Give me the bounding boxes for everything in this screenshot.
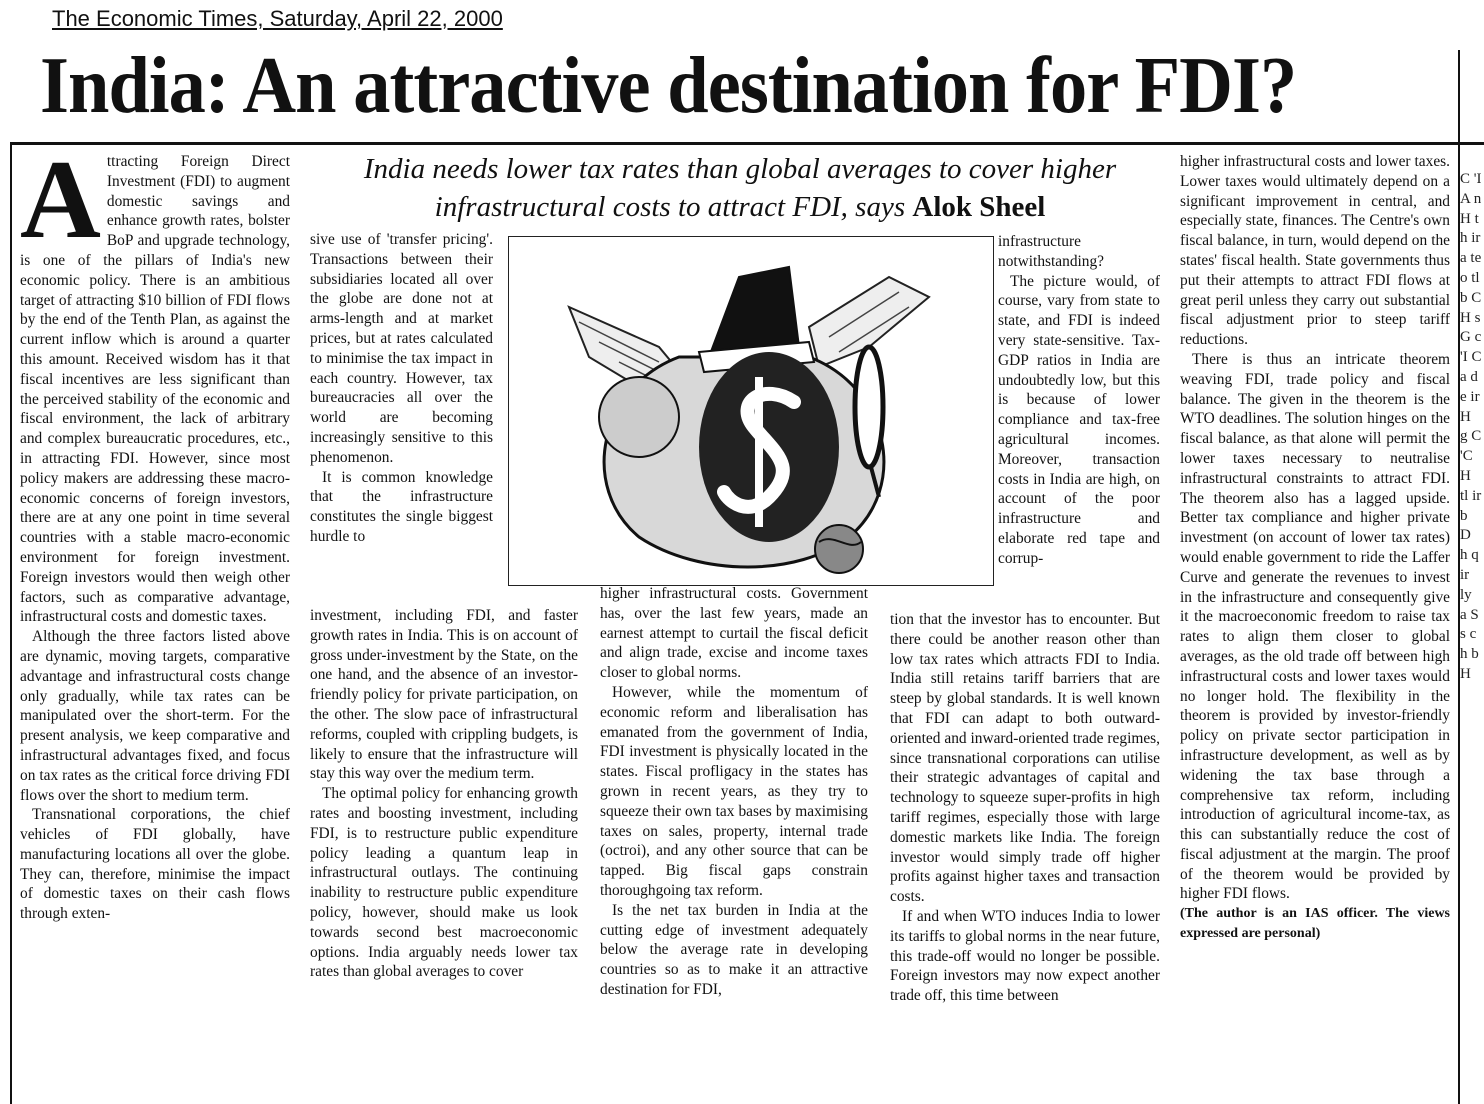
headline: India: An attractive destination for FDI? (40, 42, 1297, 130)
paragraph: Although the three factors listed above are dynamic, moving targets, comparative advantage and infrastructural costs change only gradually, while tax rates can be manipulated over the short-term. For the present analysis, we keep comparative and infrastructural advantages fixed, and focus on tax rates as the critical force driving FDI flows over the short to medium term. (20, 628, 290, 804)
paragraph: investment, including FDI, and faster growth rates in India. This is on account of gross under-investment by the State, on the one hand, and the absence of an investor-friendly policy for private participation, on the other. The slow pace of infrastructural reforms, coupled with crippling budgets, is likely to ensure that the infrastructure will stay this way over the medium term. (310, 607, 578, 783)
paragraph: ttracting Foreign Direct Investment (FDI) to augment domestic savings and enhance growth rates, bolster BoP and upgrade technology, is one of the pillars of India's new economic policy. There is an ambitious target of attracting $10 billion of FDI flows by the end of the Tenth Plan, as against the current inflow which is around a quarter this amount. Received wisdom has it that fiscal incentives are less significant than the perceived stability of the economic and fiscal environment, the lack of arbitrary and complex bureaucratic procedures, etc., in attracting FDI. However, since most policy makers are addressing these macro-economic concerns of foreign investors, there are at any one point in time several countries with a stable macro-economic environment for foreign investment. Foreign investors would then weigh other factors, such as comparative advantage, infrastructural costs and domestic taxes. (20, 153, 290, 626)
paragraph: The optimal policy for enhancing growth rates and boosting investment, including FDI, is to restructure public expenditure policy leading a quantum leap in infrastructural outlays. The continuing inability to restructure public expenditure policy, however, should make us look towards second best macroeconomic options. India arguably needs lower tax rates than global averages to cover (310, 785, 578, 981)
drop-cap: A (20, 152, 101, 262)
column-2-lower (310, 606, 578, 1104)
paragraph: higher infrastructural costs and lower taxes. Lower taxes would ultimately depend on a significant improvement in central, and especially state, finances. The Centre's own fiscal balance, in turn, would depend on the states' fiscal health. State governments thus put their attempts to attract FDI flows at great peril unless they carry out substantial fiscal adjustment prior to steep tariff reductions. (1180, 153, 1450, 349)
paragraph: Is the net tax burden in India at the cutting edge of investment adequately below the average rate in developing countries so as to make it an attractive destination for FDI, (600, 901, 868, 998)
masthead: The Economic Times, Saturday, April 22, 2000 (52, 6, 503, 31)
column-3 (600, 584, 868, 1104)
paragraph: There is thus an intricate theorem weaving FDI, trade policy and fiscal balance. The given in the theorem is the WTO deadlines. The solution hinges on the fiscal balance, as that alone will permit the lower taxes necessary to neutralise infrastructural constraints to attract FDI. The theorem also has a lagged upside. Better tax compliance and higher private investment (on account of lower tax rates) would enable government to ride the Laffer Curve and generate the revenues to invest in the infrastructure and consequently give it the macroeconomic freedom to raise tax rates to align them closer to global averages, as the old trade off between high infrastructural costs and lower taxes would no longer hold. The flexibility in the theorem is provided by investor-friendly policy on private sector participation in infrastructure development, as well as by widening the tax base through a comprehensive tax reform, including introduction of agricultural income-tax, as this can substantially reduce the cost of fiscal adjustment at the margin. The proof of the theorem would be provided by higher FDI flows. (1180, 350, 1450, 903)
column-2-upper (310, 230, 493, 606)
deck (300, 150, 1180, 226)
left-border (10, 142, 12, 1104)
column-4-lower (890, 610, 1160, 1104)
illustration-money-bag (508, 236, 994, 586)
column-5 (1180, 152, 1450, 1104)
paragraph: It is common knowledge that the infrastructure constitutes the single biggest hurdle to (310, 468, 493, 545)
money-bag-icon (509, 237, 993, 585)
paragraph: If and when WTO induces India to lower its tariffs to global norms in the near future, this trade-off would no longer be possible. Foreign investors may now expect another trade off, this time between (890, 907, 1160, 1005)
column-1 (20, 152, 290, 1104)
column-4-upper (998, 232, 1160, 610)
paragraph: tion that the investor has to encounter. But there could be another reason other than low tax rates which attracts FDI to India. India still retains tariff barriers that are steep by global standards. It is well known that FDI can adapt to both outward-oriented and inward-oriented trade regimes, since transnational corporations can utilise their strategic advantages of capital and technology to squeeze super-profits in high tariff regimes, especially those with large domestic markets like India. The foreign investor would simply trade off higher profits against higher taxes and transaction costs. (890, 611, 1160, 906)
byline: Alok Sheel (912, 191, 1046, 223)
paragraph: The picture would, of course, vary from state to state, and FDI is indeed very state-sensitive. Tax-GDP ratios in India are undoubtedly low, but this is because of lower compliance and tax-free agricultural incomes. Moreover, transaction costs in India are high, on account of the poor infrastructure and elaborate red tape and corrup- (998, 272, 1160, 567)
deck-text: India needs lower tax rates than global averages to cover higher infrastructural costs to attract FDI, says (363, 153, 1117, 223)
author-note: (The author is an IAS officer. The views expressed are personal) (1180, 906, 1450, 942)
paragraph: higher infrastructural costs. Government has, over the last few years, made an earnest attempt to curtail the fiscal deficit and align trade, excise and income taxes closer to global norms. (600, 585, 868, 682)
paragraph: Transnational corporations, the chief vehicles of FDI globally, have manufacturing locations all over the globe. They can, therefore, minimise the impact of domestic taxes on their cash flows through exten- (20, 806, 290, 923)
paragraph: infrastructure notwithstanding? (998, 233, 1105, 270)
paragraph: However, while the momentum of economic reform and liberalisation has emanated from the government of India, FDI investment is physically located in the states. Fiscal profligacy in the states has grown in recent years, as they try to squeeze their own tax bases by maximising taxes on sales, property, internal trade (octroi), and any other source that can be tapped. Big fiscal gaps constrain thoroughgoing tax reform. (600, 683, 868, 899)
adjacent-column-fragment: C 'I A n H t h ir a te o tl b C H s G c 'I C a d e ir H g C 'C H tl ir b D h q ir ly a S s c h b H (1460, 171, 1482, 682)
top-rule (10, 142, 1484, 145)
paragraph: sive use of 'transfer pricing'. Transactions between their subsidiaries located all over the globe are done not at arms-length and at market prices, but at rates calculated to minimise the tax impact in each country. However, tax bureaucracies all over the world are becoming increasingly sensitive to this phenomenon. (310, 231, 493, 466)
